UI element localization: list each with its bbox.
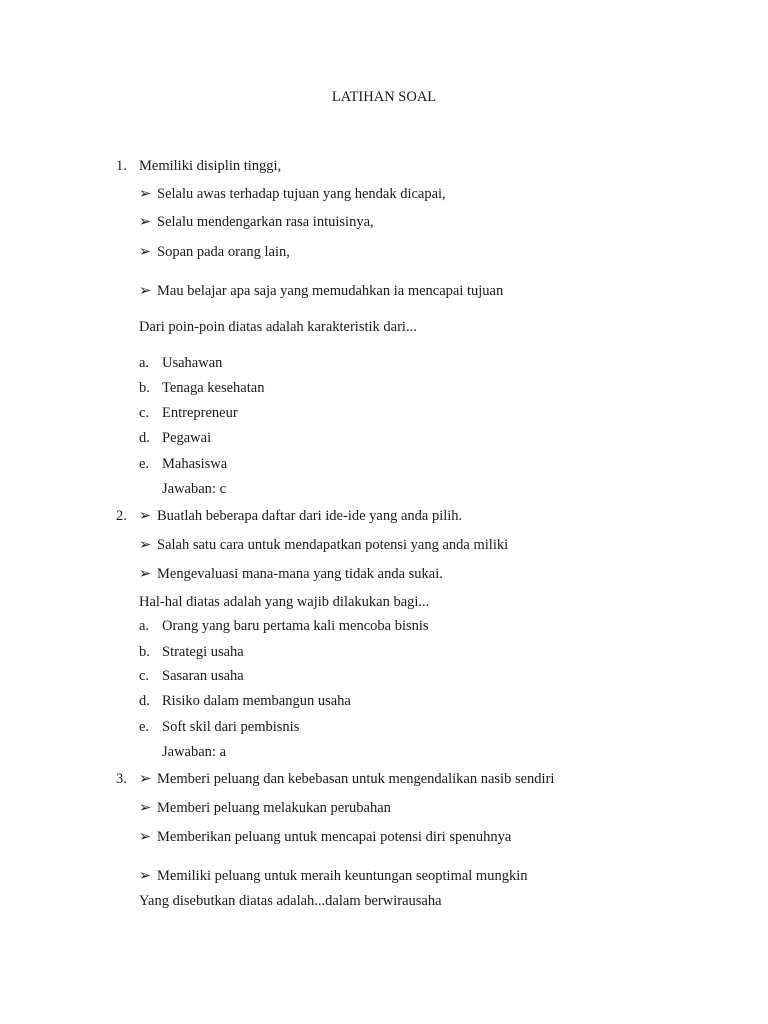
question-2-bullet-1 bbox=[139, 507, 462, 525]
arrow-bullet-icon: ➢ bbox=[139, 566, 152, 582]
bullet-text: Memberi peluang dan kebebasan untuk mengendalikan nasib sendiri bbox=[157, 771, 555, 787]
bullet-text: Memiliki peluang untuk meraih keuntungan seoptimal mungkin bbox=[157, 868, 528, 884]
arrow-bullet-icon: ➢ bbox=[139, 186, 152, 202]
arrow-bullet-icon: ➢ bbox=[139, 283, 152, 299]
bullet-text: Memberi peluang melakukan perubahan bbox=[157, 800, 391, 816]
question-3-bullet-4 bbox=[139, 867, 528, 885]
bullet-text: Mengevaluasi mana-mana yang tidak anda sukai. bbox=[157, 566, 443, 582]
question-2-option-d-letter: d. bbox=[139, 693, 150, 709]
question-2-answer: Jawaban: a bbox=[162, 744, 227, 760]
question-2-option-e-text: Soft skil dari pembisnis bbox=[162, 719, 300, 735]
bullet-text: Sopan pada orang lain, bbox=[157, 244, 290, 260]
question-2-prompt: Hal-hal diatas adalah yang wajib dilakukan bagi... bbox=[139, 594, 430, 610]
arrow-bullet-icon: ➢ bbox=[139, 868, 152, 884]
question-1-option-e-letter: e. bbox=[139, 456, 150, 472]
page-title: LATIHAN SOAL bbox=[331, 89, 437, 105]
arrow-bullet-icon: ➢ bbox=[139, 214, 152, 230]
question-2-bullet-3 bbox=[139, 565, 443, 583]
question-1-bullet-1 bbox=[139, 185, 446, 203]
bullet-text: Memberikan peluang untuk mencapai potensi diri spenuhnya bbox=[157, 829, 512, 845]
question-1-option-b-letter: b. bbox=[139, 380, 150, 396]
bullet-text: Buatlah beberapa daftar dari ide-ide yang anda pilih. bbox=[157, 508, 463, 524]
question-2-bullet-2 bbox=[139, 536, 508, 554]
question-2-option-e-letter: e. bbox=[139, 719, 150, 735]
question-3-bullet-3 bbox=[139, 828, 511, 846]
arrow-bullet-icon: ➢ bbox=[139, 771, 152, 787]
question-2-option-b-letter: b. bbox=[139, 644, 150, 660]
question-3-prompt: Yang disebutkan diatas adalah...dalam berwirausaha bbox=[139, 893, 442, 909]
bullet-text: Salah satu cara untuk mendapatkan potensi yang anda miliki bbox=[157, 537, 509, 553]
question-1-option-c-text: Entrepreneur bbox=[162, 405, 238, 421]
question-1-prompt: Dari poin-poin diatas adalah karakteristik dari... bbox=[139, 319, 417, 335]
question-1-option-d-text: Pegawai bbox=[162, 430, 212, 446]
arrow-bullet-icon: ➢ bbox=[139, 508, 152, 524]
bullet-text: Selalu awas terhadap tujuan yang hendak dicapai, bbox=[157, 186, 446, 202]
question-2-number: 2. bbox=[116, 508, 127, 524]
question-2-option-c-letter: c. bbox=[139, 668, 150, 684]
arrow-bullet-icon: ➢ bbox=[139, 244, 152, 260]
question-1-option-b-text: Tenaga kesehatan bbox=[162, 380, 265, 396]
question-1-first-line: Memiliki disiplin tinggi, bbox=[139, 158, 282, 174]
question-1-option-a-letter: a. bbox=[139, 355, 150, 371]
question-1-option-e-text: Mahasiswa bbox=[162, 456, 228, 472]
arrow-bullet-icon: ➢ bbox=[139, 829, 152, 845]
bullet-text: Mau belajar apa saja yang memudahkan ia mencapai tujuan bbox=[157, 283, 504, 299]
bullet-text: Selalu mendengarkan rasa intuisinya, bbox=[157, 214, 374, 230]
question-2-option-d-text: Risiko dalam membangun usaha bbox=[162, 693, 351, 709]
question-1-bullet-2 bbox=[139, 213, 374, 231]
question-1-answer: Jawaban: c bbox=[162, 481, 227, 497]
question-1-option-a-text: Usahawan bbox=[162, 355, 223, 371]
question-3-number: 3. bbox=[116, 771, 127, 787]
question-2-option-a-text: Orang yang baru pertama kali mencoba bisnis bbox=[162, 618, 429, 634]
question-1-bullet-3 bbox=[139, 243, 290, 261]
question-2-option-b-text: Strategi usaha bbox=[162, 644, 244, 660]
question-1-bullet-4 bbox=[139, 282, 503, 300]
question-3-bullet-2 bbox=[139, 799, 391, 817]
question-1-option-c-letter: c. bbox=[139, 405, 150, 421]
question-2-option-c-text: Sasaran usaha bbox=[162, 668, 244, 684]
question-1-number: 1. bbox=[116, 158, 127, 174]
arrow-bullet-icon: ➢ bbox=[139, 800, 152, 816]
question-2-option-a-letter: a. bbox=[139, 618, 150, 634]
arrow-bullet-icon: ➢ bbox=[139, 537, 152, 553]
question-1-option-d-letter: d. bbox=[139, 430, 150, 446]
question-3-bullet-1 bbox=[139, 770, 554, 788]
